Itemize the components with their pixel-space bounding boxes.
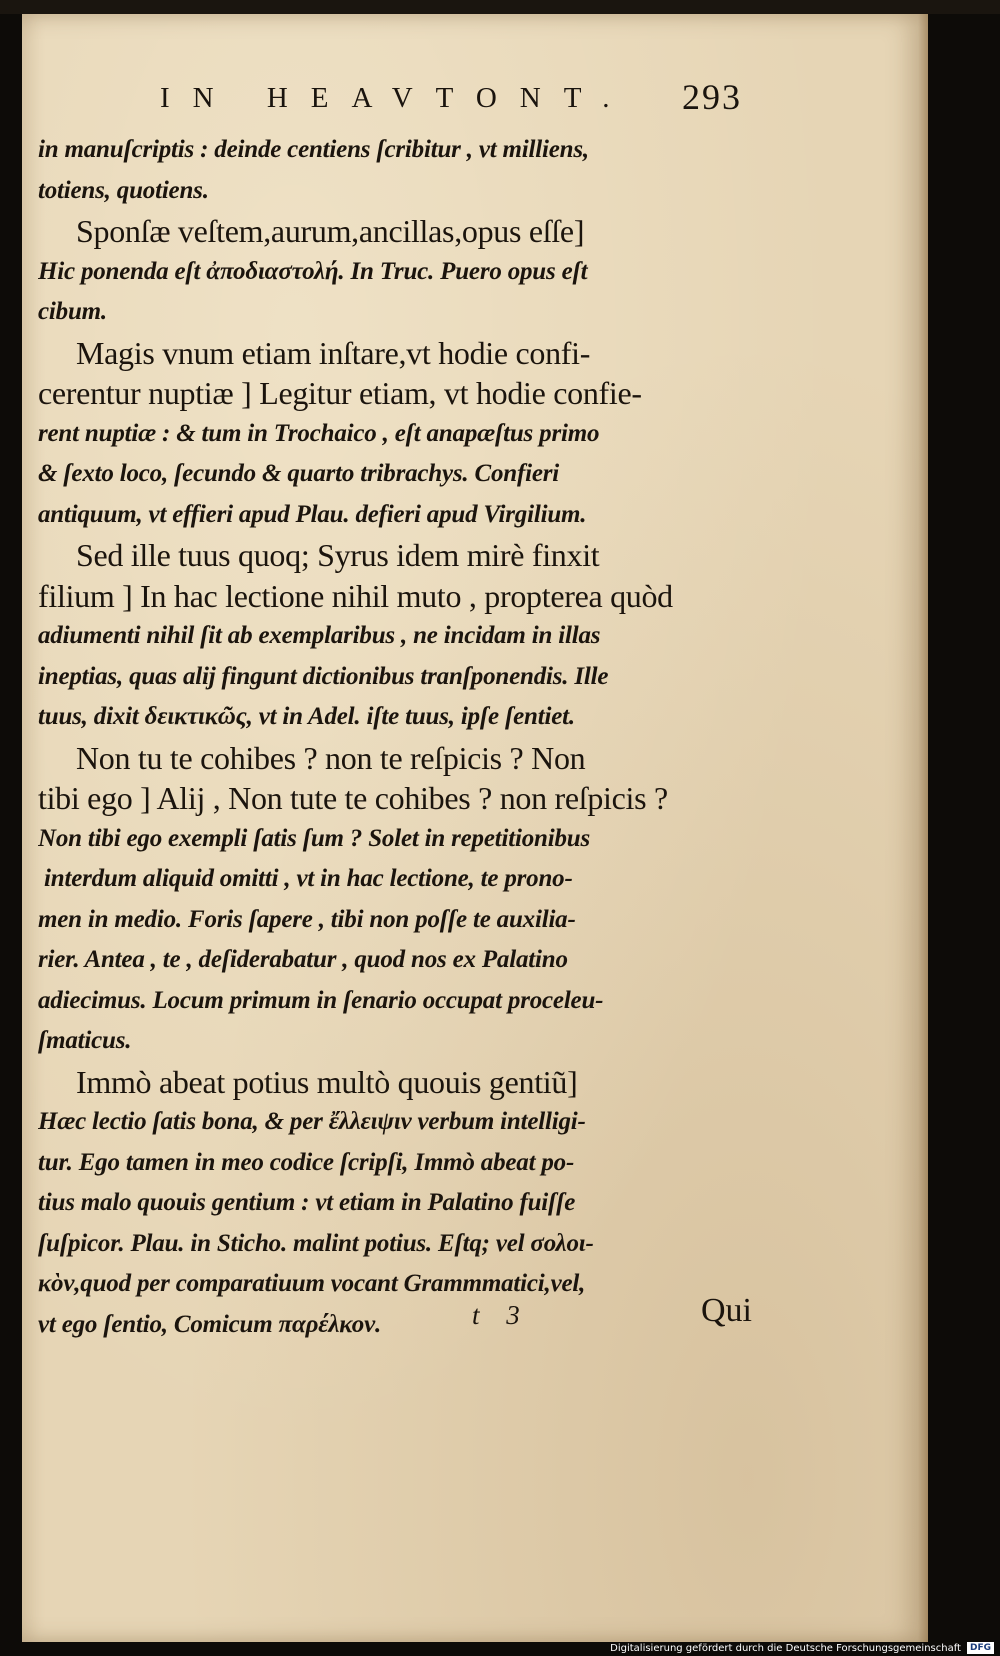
- text-line: & ſexto loco, ſecundo & quarto tribrachys. Confieri: [38, 460, 560, 487]
- page-number: 293: [682, 77, 742, 117]
- text-line: rier. Antea , te , deſiderabatur , quod nos ex Palatino: [38, 946, 568, 973]
- funding-credit: [610, 1641, 994, 1655]
- text-line: Non tibi ego exempli ſatis ſum ? Solet in repetitionibus: [38, 824, 591, 852]
- text-line: Sed ille tuus quoq; Syrus idem mirè finxit: [76, 537, 600, 573]
- text-line: ſuſpicor. Plau. in Sticho. malint potius. Eſtq; vel σολοι-: [38, 1229, 594, 1257]
- text-line: κὸν,quod per comparatiuum vocant Grammmatici,vel,: [38, 1270, 586, 1297]
- text-line: interdum aliquid omitti , vt in hac lectione, te prono-: [44, 865, 573, 892]
- text-line: Magis vnum etiam inſtare,vt hodie confi-: [76, 334, 591, 371]
- page-edge-shadow: [918, 14, 928, 1642]
- text-line: tur. Ego tamen in meo codice ſcripſi, Immò abeat po-: [38, 1148, 575, 1176]
- text-line: Non tu te cohibes ? non te reſpicis ? Non: [76, 739, 586, 776]
- text-line: adiecimus. Locum primum in ſenario occupat proceleu-: [38, 986, 604, 1014]
- text-line: filium ] In hac lectione nihil muto , propterea quòd: [38, 577, 673, 614]
- body-text: [38, 130, 760, 1345]
- book-page: [22, 14, 928, 1642]
- text-line: ſmaticus.: [38, 1027, 132, 1054]
- text-line: rent nuptiæ : & tum in Trochaico , eſt anapæſtus primo: [38, 419, 600, 447]
- text-line: Immò abeat potius multò quouis gentiũ]: [76, 1063, 578, 1100]
- text-line: vt ego ſentio, Comicum παρέλκον.: [38, 1310, 382, 1338]
- funding-note-text: Digitalisierung gefördert durch die Deutsche Forschungsgemeinschaft: [610, 1642, 961, 1654]
- dfg-logo-icon: DFG: [967, 1642, 994, 1654]
- text-line: cerentur nuptiæ ] Legitur etiam, vt hodie confie-: [38, 375, 642, 411]
- scan-border-top: [0, 0, 1000, 14]
- page-footer: [472, 1292, 752, 1342]
- text-line: totiens, quotiens.: [38, 176, 209, 204]
- running-title: IN HEAVTONT.: [160, 82, 633, 114]
- running-head: [142, 76, 742, 126]
- text-line: ineptias, quas alij fingunt dictionibus tranſponendis. Ille: [38, 662, 609, 690]
- text-line: tibi ego ] Alij , Non tute te cohibes ? non reſpicis ?: [38, 780, 668, 816]
- text-line: Sponſæ veſtem,aurum,ancillas,opus eſſe]: [76, 213, 585, 249]
- text-line: Hæc lectio ſatis bona, & per ἔλλειψιν verbum intelligi-: [38, 1108, 586, 1135]
- text-line: adiumenti nihil ſit ab exemplaribus , ne incidam in illas: [38, 622, 601, 649]
- text-line: men in medio. Foris ſapere , tibi non poſſe te auxilia-: [38, 905, 576, 933]
- text-line: cibum.: [38, 298, 107, 325]
- text-line: in manuſcriptis : deinde centiens ſcribitur , vt milliens,: [38, 136, 589, 163]
- text-line: antiquum, vt effieri apud Plau. defieri apud Virgilium.: [38, 500, 587, 528]
- signature-mark: t 3: [472, 1300, 520, 1330]
- text-line: Hic ponenda eſt ἀποδιαστολή. In Truc. Puero opus eſt: [38, 257, 588, 285]
- catchword: Qui: [701, 1292, 752, 1329]
- text-line: tius malo quouis gentium : vt etiam in Palatino fuiſſe: [38, 1189, 576, 1216]
- text-line: tuus, dixit δεικτικῶς, vt in Adel. iſte tuus, ipſe ſentiet.: [38, 703, 575, 730]
